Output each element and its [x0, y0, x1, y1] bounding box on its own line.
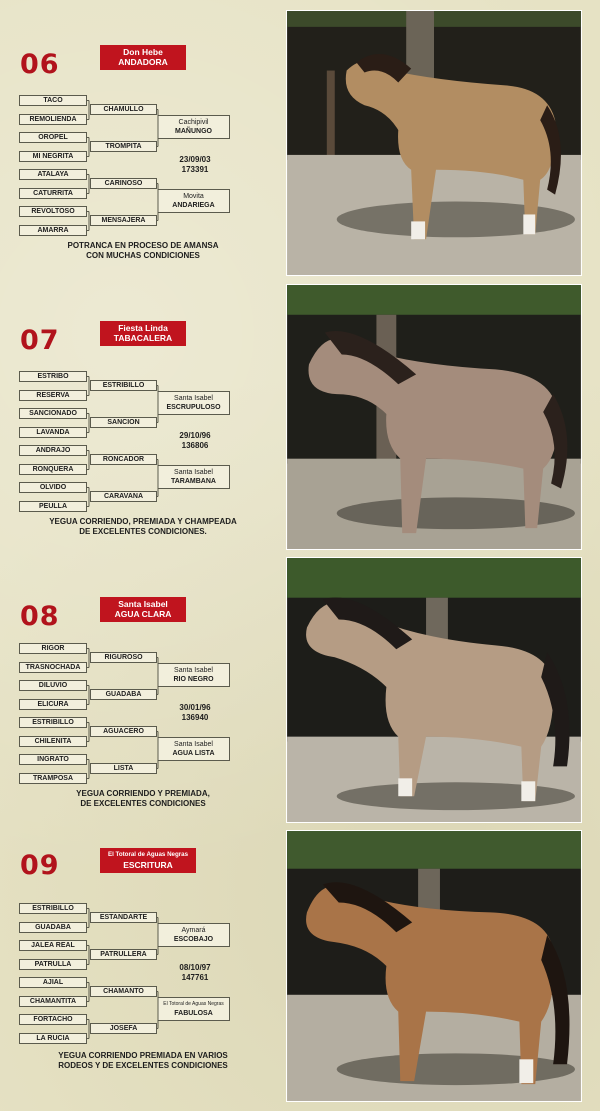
name-main: AGUA CLARA: [114, 609, 172, 619]
description-line: YEGUA CORRIENDO PREMIADA EN VARIOS: [58, 1051, 228, 1060]
great-grandparent: LAVANDA: [19, 427, 87, 438]
great-grandparent: ESTRIBILLO: [19, 903, 87, 914]
great-grandparent: LA RUCIA: [19, 1033, 87, 1044]
lot-09: [0, 832, 600, 1104]
name-prefix: El Totoral de Aguas Negras: [107, 851, 189, 858]
birth-date: 08/10/97: [179, 963, 211, 972]
birth-date: 30/01/96: [179, 703, 211, 712]
registry-number: 173391: [181, 165, 209, 174]
description-line: DE EXCELENTES CONDICIONES: [80, 799, 206, 808]
horse-description: [8, 789, 278, 809]
horse-photo-icon: [287, 831, 581, 1101]
dam-prefix: Santa Isabel: [174, 469, 213, 476]
lot-number: 06: [20, 49, 60, 80]
sire-box: [158, 663, 230, 687]
dam-name: TARAMBANA: [171, 478, 216, 485]
registration-info: [150, 155, 240, 175]
registry-number: 136806: [181, 441, 209, 450]
dam-prefix: El Totoral de Aguas Negras: [163, 1001, 224, 1007]
horse-photo: [286, 557, 582, 823]
grandparent: CARINOSO: [90, 178, 157, 189]
horse-description: [8, 241, 278, 261]
horse-photo: [286, 284, 582, 550]
horse-photo-icon: [287, 285, 581, 549]
great-grandparent: ATALAYA: [19, 169, 87, 180]
grandparent: RIGUROSO: [90, 652, 157, 663]
registry-number: 136940: [181, 713, 209, 722]
lot-07: [0, 284, 600, 556]
grandparent: GUADABA: [90, 689, 157, 700]
description-line: YEGUA CORRIENDO Y PREMIADA,: [76, 789, 210, 798]
dam-box: [158, 465, 230, 489]
sire-prefix: Santa Isabel: [174, 395, 213, 402]
great-grandparent: AMARRA: [19, 225, 87, 236]
birth-date: 29/10/96: [179, 431, 211, 440]
registry-number: 147761: [181, 973, 209, 982]
sire-prefix: Santa Isabel: [174, 667, 213, 674]
great-grandparent: OLVIDO: [19, 482, 87, 493]
horse-photo-icon: [287, 558, 581, 822]
sire-name: MAÑUNGO: [175, 128, 212, 135]
dam-box: [158, 737, 230, 761]
name-prefix: Santa Isabel: [118, 599, 168, 609]
horse-description: [8, 517, 278, 537]
great-grandparent: MI NEGRITA: [19, 151, 87, 162]
great-grandparent: DILUVIO: [19, 680, 87, 691]
grandparent: LISTA: [90, 763, 157, 774]
grandparent: RONCADOR: [90, 454, 157, 465]
sire-name: RIO NEGRO: [173, 676, 214, 683]
great-grandparent: REVOLTOSO: [19, 206, 87, 217]
great-grandparent: TACO: [19, 95, 87, 106]
lot-08: [0, 560, 600, 832]
great-grandparent: PATRULLA: [19, 959, 87, 970]
great-grandparent: JALEA REAL: [19, 940, 87, 951]
name-main: TABACALERA: [113, 333, 173, 343]
great-grandparent: RIGOR: [19, 643, 87, 654]
sire-box: [158, 923, 230, 947]
sire-prefix: Cachipivil: [178, 119, 209, 126]
horse-name-badge: [100, 597, 186, 622]
grandparent: MENSAJERA: [90, 215, 157, 226]
description-line: POTRANCA EN PROCESO DE AMANSA: [67, 241, 219, 250]
great-grandparent: ESTRIBILLO: [19, 717, 87, 728]
grandparent: ESTRIBILLO: [90, 380, 157, 391]
great-grandparent: FORTACHO: [19, 1014, 87, 1025]
description-line: DE EXCELENTES CONDICIONES.: [79, 527, 207, 536]
lot-number: 08: [20, 601, 60, 632]
horse-description: [8, 1051, 278, 1071]
registration-info: [150, 703, 240, 723]
great-grandparent: CHILENITA: [19, 736, 87, 747]
grandparent: CARAVANA: [90, 491, 157, 502]
dam-name: AGUA LISTA: [172, 750, 215, 757]
great-grandparent: ESTRIBO: [19, 371, 87, 382]
great-grandparent: TRAMPOSA: [19, 773, 87, 784]
grandparent: CHAMANTO: [90, 986, 157, 997]
great-grandparent: CHAMANTITA: [19, 996, 87, 1007]
lot-06: [0, 8, 600, 280]
name-prefix: Don Hebe: [123, 47, 163, 57]
sire-prefix: Aymará: [181, 927, 206, 934]
horse-photo: [286, 10, 582, 276]
grandparent: CHAMULLO: [90, 104, 157, 115]
grandparent: TROMPITA: [90, 141, 157, 152]
great-grandparent: OROPEL: [19, 132, 87, 143]
sire-box: [158, 391, 230, 415]
birth-date: 23/09/03: [179, 155, 211, 164]
registration-info: [150, 431, 240, 451]
great-grandparent: AJIAL: [19, 977, 87, 988]
dam-name: ANDARIEGA: [172, 202, 215, 209]
grandparent: PATRULLERA: [90, 949, 157, 960]
name-prefix: Fiesta Linda: [118, 323, 168, 333]
horse-photo-icon: [287, 11, 581, 275]
description-line: YEGUA CORRIENDO, PREMIADA Y CHAMPEADA: [49, 517, 237, 526]
grandparent: AGUACERO: [90, 726, 157, 737]
great-grandparent: INGRATO: [19, 754, 87, 765]
great-grandparent: REMOLIENDA: [19, 114, 87, 125]
dam-prefix: Santa Isabel: [174, 741, 213, 748]
lot-number: 09: [20, 850, 60, 881]
great-grandparent: ELICURA: [19, 699, 87, 710]
great-grandparent: SANCIONADO: [19, 408, 87, 419]
horse-name-badge: [100, 45, 186, 70]
great-grandparent: CATURRITA: [19, 188, 87, 199]
great-grandparent: RESERVA: [19, 390, 87, 401]
grandparent: JOSEFA: [90, 1023, 157, 1034]
horse-name-badge: [100, 321, 186, 346]
great-grandparent: TRASNOCHADA: [19, 662, 87, 673]
name-main: ESCRITURA: [123, 860, 173, 870]
dam-prefix: Movita: [183, 193, 204, 200]
horse-name-badge: [100, 848, 196, 873]
name-main: ANDADORA: [118, 57, 168, 67]
great-grandparent: PEULLA: [19, 501, 87, 512]
great-grandparent: GUADABA: [19, 922, 87, 933]
sire-box: [158, 115, 230, 139]
dam-box: [158, 997, 230, 1021]
grandparent: ESTANDARTE: [90, 912, 157, 923]
lot-number: 07: [20, 325, 60, 356]
description-line: CON MUCHAS CONDICIONES: [86, 251, 200, 260]
grandparent: SANCION: [90, 417, 157, 428]
great-grandparent: ANDRAJO: [19, 445, 87, 456]
sire-name: ESCRUPULOSO: [166, 404, 221, 411]
horse-photo: [286, 830, 582, 1102]
description-line: RODEOS Y DE EXCELENTES CONDICIONES: [58, 1061, 228, 1070]
dam-box: [158, 189, 230, 213]
dam-name: FABULOSA: [174, 1010, 213, 1017]
great-grandparent: RONQUERA: [19, 464, 87, 475]
sire-name: ESCOBAJO: [173, 936, 214, 943]
registration-info: [150, 963, 240, 983]
